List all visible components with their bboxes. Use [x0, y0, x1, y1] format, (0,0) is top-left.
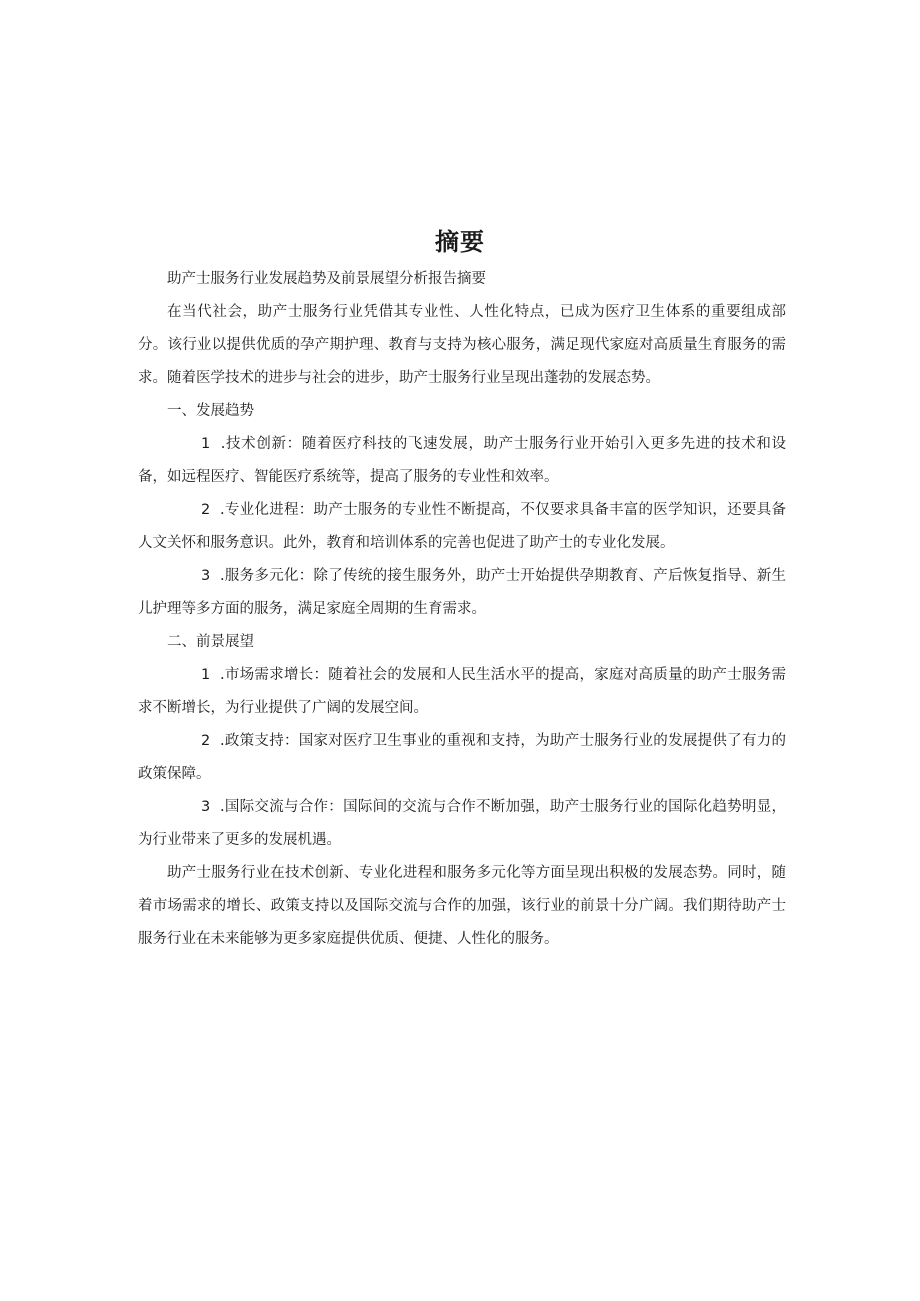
- section-heading-outlook: 二、前景展望: [167, 634, 254, 650]
- page-title: 摘要: [435, 228, 485, 256]
- item-number: 1: [201, 436, 211, 452]
- item-text: .技术创新：随着医疗科技的飞速发展，助产士服务行业开始引入更多先进的技术和设备，如远程医疗、智能医疗系统等，提高了服务的专业性和效率。: [138, 436, 787, 485]
- document-body: [138, 263, 786, 956]
- item-text: .政策支持：国家对医疗卫生事业的重视和支持，为助产士服务行业的发展提供了有力的政策保障。: [138, 733, 786, 782]
- outlook-item-1: [138, 659, 786, 725]
- item-number: 3: [201, 799, 211, 815]
- item-text: .市场需求增长：随着社会的发展和人民生活水平的提高，家庭对高质量的助产士服务需求不断增长，为行业提供了广阔的发展空间。: [138, 667, 786, 716]
- item-number: 1: [201, 667, 211, 683]
- conclusion-paragraph: 助产士服务行业在技术创新、专业化进程和服务多元化等方面呈现出积极的发展态势。同时，随着市场需求的增长、政策支持以及国际交流与合作的加强，该行业的前景十分广阔。我们期待助产士服务行业在未来能够为更多家庭提供优质、便捷、人性化的服务。: [138, 865, 786, 947]
- item-number: 2: [201, 733, 211, 749]
- outlook-item-3: [138, 791, 786, 857]
- trend-item-2: [138, 494, 786, 560]
- trend-item-1: [138, 428, 786, 494]
- item-text: .国际交流与合作：国际间的交流与合作不断加强，助产士服务行业的国际化趋势明显，为行业带来了更多的发展机遇。: [138, 799, 786, 848]
- item-number: 2: [201, 502, 211, 518]
- trend-item-3: [138, 560, 786, 626]
- item-text: .服务多元化：除了传统的接生服务外，助产士开始提供孕期教育、产后恢复指导、新生儿护理等多方面的服务，满足家庭全周期的生育需求。: [138, 568, 786, 617]
- intro-paragraph: 在当代社会，助产士服务行业凭借其专业性、人性化特点，已成为医疗卫生体系的重要组成部分。该行业以提供优质的孕产期护理、教育与支持为核心服务，满足现代家庭对高质量生育服务的需求。随着医学技术的进步与社会的进步，助产士服务行业呈现出蓬勃的发展态势。: [138, 304, 786, 386]
- report-subtitle: 助产士服务行业发展趋势及前景展望分析报告摘要: [167, 271, 486, 287]
- item-number: 3: [201, 568, 211, 584]
- section-heading-trends: 一、发展趋势: [167, 403, 254, 419]
- outlook-item-2: [138, 725, 786, 791]
- item-text: .专业化进程：助产士服务的专业性不断提高，不仅要求具备丰富的医学知识，还要具备人文关怀和服务意识。此外，教育和培训体系的完善也促进了助产士的专业化发展。: [138, 502, 786, 551]
